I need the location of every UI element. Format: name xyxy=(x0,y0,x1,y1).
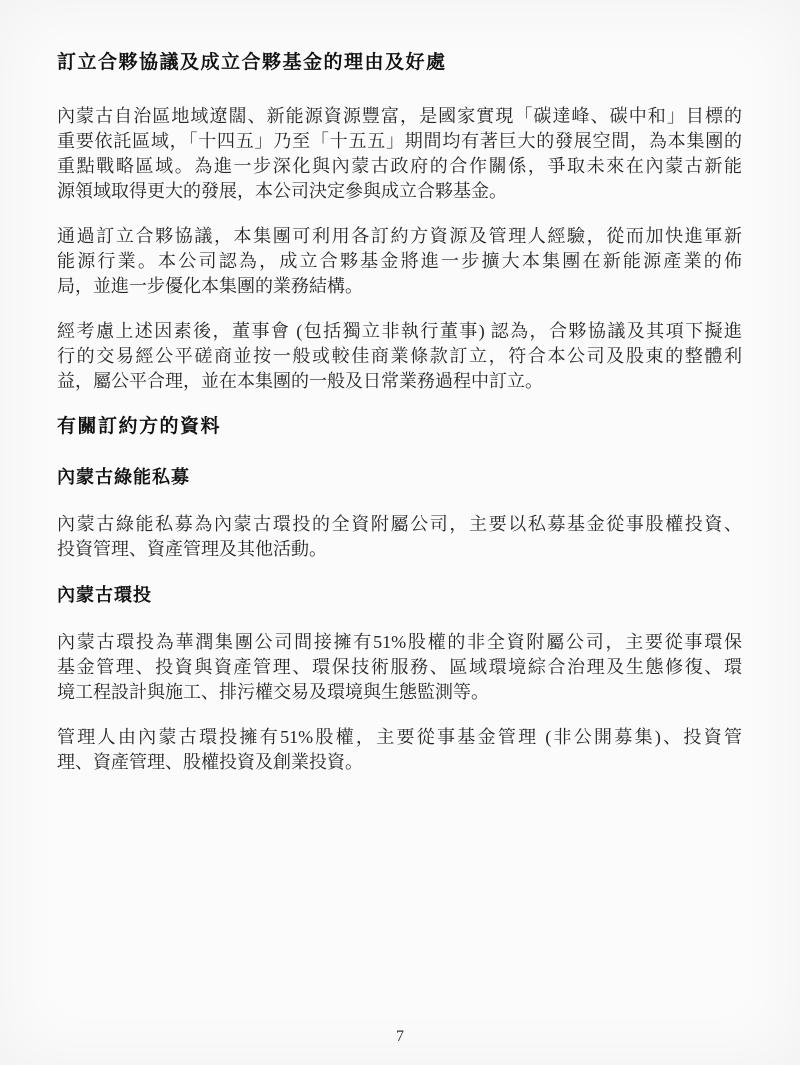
sub-heading: 內蒙古環投 xyxy=(57,585,152,605)
text-line: 理、資產管理、股權投資及創業投資。 xyxy=(57,752,363,772)
page-footer xyxy=(0,1026,800,1048)
text-line: 益，屬公平合理，並在本集團的一般及日常業務過程中訂立。 xyxy=(57,371,543,391)
document-body xyxy=(57,50,742,795)
text-line: 源領域取得更大的發展，本公司決定參與成立合夥基金。 xyxy=(57,181,507,201)
paragraph xyxy=(57,319,742,394)
text-line: 內蒙古綠能私募為內蒙古環投的全資附屬公司，主要以私募基金從事股權投資、 xyxy=(57,514,742,534)
section-heading: 有關訂約方的資料 xyxy=(57,416,222,437)
text-line: 基金管理、投資與資產管理、環保技術服務、區域環境綜合治理及生態修復、環 xyxy=(57,657,742,677)
text-line: 行的交易經公平磋商並按一般或較佳商業條款訂立，符合本公司及股東的整體利 xyxy=(57,346,742,366)
text-line: 境工程設計與施工、排污權交易及環境與生態監測等。 xyxy=(57,682,489,702)
page-number: 7 xyxy=(396,1028,404,1045)
text-line: 管理人由內蒙古環投擁有51%股權，主要從事基金管理 (非公開募集)、投資管 xyxy=(57,727,742,747)
paragraph xyxy=(57,224,742,299)
text-line: 內蒙古自治區地域遼闊、新能源資源豐富，是國家實現「碳達峰、碳中和」目標的 xyxy=(57,106,742,126)
paragraph xyxy=(57,630,742,705)
text-line: 經考慮上述因素後，董事會 (包括獨立非執行董事) 認為，合夥協議及其項下擬進 xyxy=(57,321,742,341)
section-heading: 訂立合夥協議及成立合夥基金的理由及好處 xyxy=(57,52,447,73)
paragraph xyxy=(57,104,742,204)
text-line: 投資管理、資產管理及其他活動。 xyxy=(57,539,327,559)
text-line: 通過訂立合夥協議，本集團可利用各訂約方資源及管理人經驗，從而加快進軍新 xyxy=(57,226,742,246)
paragraph xyxy=(57,725,742,775)
text-line: 重點戰略區域。為進一步深化與內蒙古政府的合作關係，爭取未來在內蒙古新能 xyxy=(57,156,742,176)
text-line: 重要依託區域，「十四五」乃至「十五五」期間均有著巨大的發展空間，為本集團的 xyxy=(57,131,742,151)
text-line: 能源行業。本公司認為，成立合夥基金將進一步擴大本集團在新能源產業的佈 xyxy=(57,251,742,271)
text-line: 局，並進一步優化本集團的業務結構。 xyxy=(57,276,363,296)
text-line: 內蒙古環投為華潤集團公司間接擁有51%股權的非全資附屬公司，主要從事環保 xyxy=(57,632,742,652)
sub-heading: 內蒙古綠能私募 xyxy=(57,467,190,487)
paragraph xyxy=(57,512,742,562)
